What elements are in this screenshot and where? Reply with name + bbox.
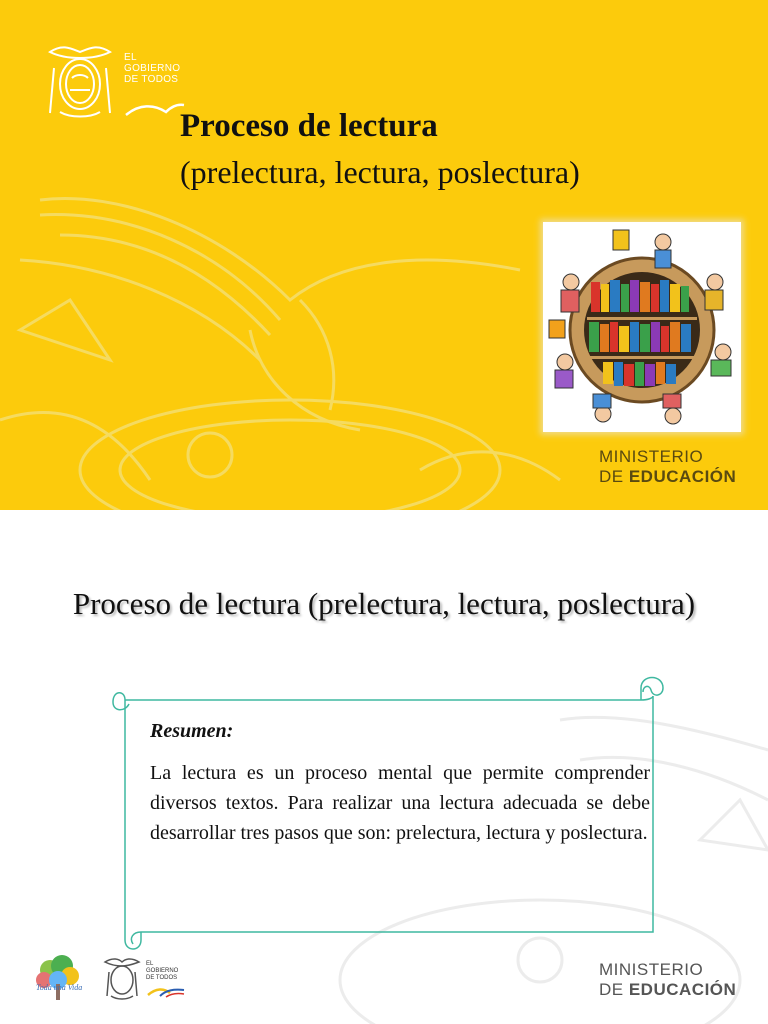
gov-logo-line: DE TODOS xyxy=(146,975,178,981)
gov-swoosh-small-icon xyxy=(146,986,186,998)
ministry-prefix: DE xyxy=(599,980,629,999)
slide-title: Proceso de lectura xyxy=(180,108,438,144)
ministry-bold: EDUCACIÓN xyxy=(628,980,737,999)
ministry-bold: EDUCACIÓN xyxy=(628,467,737,486)
slide-title: Proceso de lectura (prelectura, lectura, poslectura) xyxy=(72,586,696,621)
resumen-text: La lectura es un proceso mental que permite comprender diversos textos. Para realizar una lectura adecuada se debe desarrollar tres pasos que son: prelectura, lectura y poslectura. xyxy=(150,762,650,844)
tuv-word: Vida xyxy=(67,983,83,992)
bookshelf-globe-icon xyxy=(543,222,741,432)
ministry-line1: MINISTERIO xyxy=(599,447,704,466)
summary-slide xyxy=(0,510,768,1024)
gov-logo-text xyxy=(124,52,180,85)
gov-logo-text-small xyxy=(146,961,178,982)
tuv-word: Toda xyxy=(36,983,52,992)
reading-illustration xyxy=(543,222,741,432)
gov-swoosh-icon xyxy=(124,100,186,120)
toda-una-vida-text xyxy=(36,984,82,991)
gov-logo-line: EL xyxy=(124,52,137,63)
ministry-logo xyxy=(599,447,736,487)
ministry-line1: MINISTERIO xyxy=(599,960,704,979)
coat-of-arms-small-icon xyxy=(101,954,143,1002)
ministry-line2 xyxy=(599,467,736,487)
gov-logo-line: EL xyxy=(146,961,154,967)
gov-logo-line: DE TODOS xyxy=(124,74,179,85)
coat-of-arms-icon xyxy=(40,38,120,120)
slide-subtitle: (prelectura, lectura, poslectura) xyxy=(180,154,580,190)
ministry-line2 xyxy=(599,980,736,1000)
title-slide xyxy=(0,0,768,510)
tuv-word: una xyxy=(53,983,66,992)
gov-logo-line: GOBIERNO xyxy=(124,63,181,74)
gov-logo-line: GOBIERNO xyxy=(146,968,179,974)
toda-una-vida-tree-icon xyxy=(32,954,84,1002)
ministry-logo-footer xyxy=(599,960,736,1000)
ministry-prefix: DE xyxy=(599,467,629,486)
resumen-label: Resumen: xyxy=(150,720,234,742)
